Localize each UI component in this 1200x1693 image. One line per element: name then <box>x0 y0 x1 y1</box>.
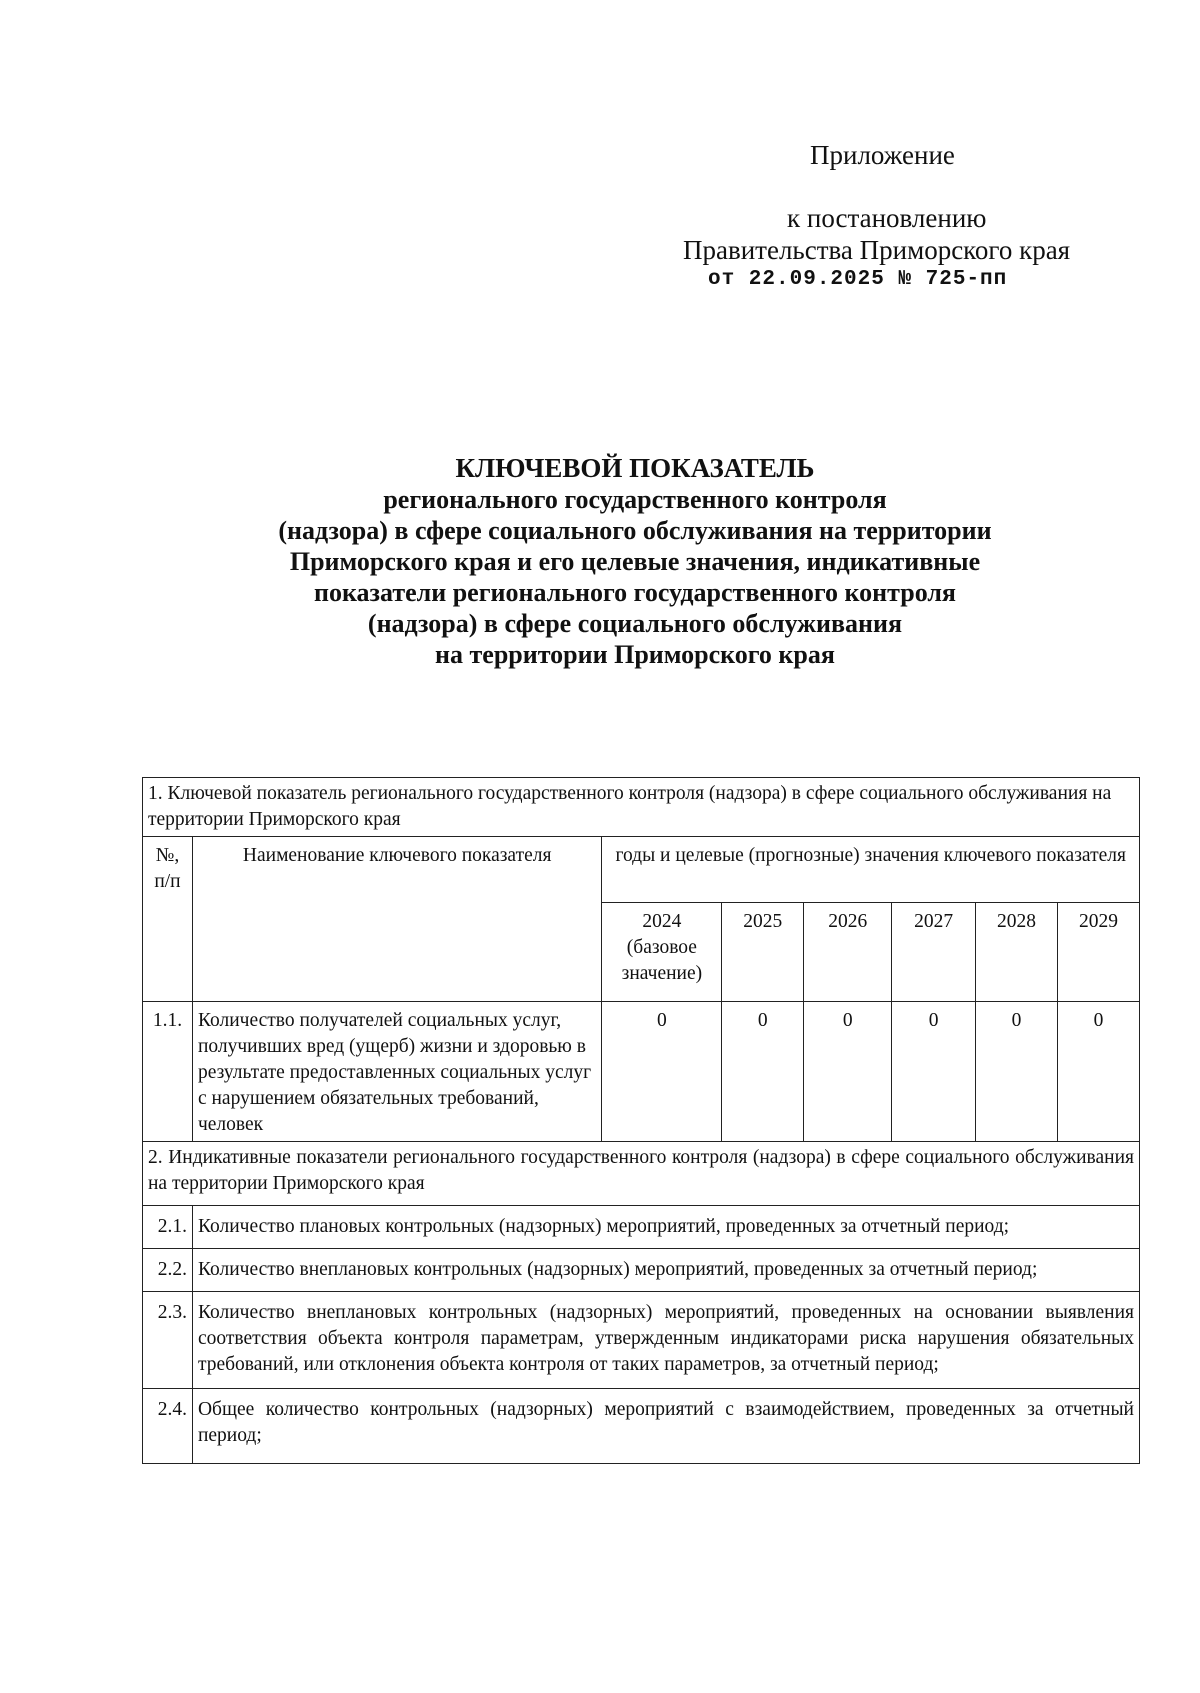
header-name: Наименование ключевого показателя <box>192 837 601 1002</box>
appendix-line1: к постановлению <box>787 203 987 233</box>
header-years-group: годы и целевые (прогнозные) значения ключевого показателя <box>602 837 1140 903</box>
header-year-2028: 2028 <box>976 903 1058 1002</box>
title-line-2: регионального государственного контроля <box>383 485 887 514</box>
indicator-num: 2.4. <box>143 1389 193 1464</box>
key-indicator-name: Количество получателей социальных услуг, получивших вред (ущерб) жизни и здоровью в результате предоставленных социальных услуг с нарушением обязательных требований, человек <box>192 1002 601 1142</box>
title-line-7: на территории Приморского края <box>435 640 835 669</box>
key-indicator-row <box>143 1002 1140 1142</box>
key-value-2026: 0 <box>804 1002 892 1142</box>
indicator-row <box>143 1292 1140 1389</box>
title-line-5: показатели регионального государственного контроля <box>313 578 956 607</box>
key-value-2029: 0 <box>1058 1002 1140 1142</box>
header-year-2024: 2024 (базовое значение) <box>602 903 722 1002</box>
indicator-num: 2.3. <box>143 1292 193 1389</box>
indicator-row <box>143 1389 1140 1464</box>
header-num: №, п/п <box>143 837 193 1002</box>
indicator-text: Общее количество контрольных (надзорных) мероприятий с взаимодействием, проведенных за отчетный период; <box>192 1389 1139 1464</box>
section2-title: 2. Индикативные показатели регионального государственного контроля (надзора) в сфере социального обслуживания на территории Приморского края <box>143 1142 1140 1206</box>
title-line-6: (надзора) в сфере социального обслуживания <box>367 609 903 638</box>
title-line-3: (надзора) в сфере социального обслуживания на территории <box>278 516 992 545</box>
header-year-2029: 2029 <box>1058 903 1140 1002</box>
key-value-2027: 0 <box>892 1002 976 1142</box>
header-year-2026: 2026 <box>804 903 892 1002</box>
appendix-title: Приложение <box>810 140 955 170</box>
indicator-row <box>143 1206 1140 1249</box>
header-year-2025: 2025 <box>722 903 804 1002</box>
section1-title: 1. Ключевой показатель регионального государственного контроля (надзора) в сфере социального обслуживания на территории Приморского края <box>143 778 1140 837</box>
header-row-1 <box>143 837 1140 903</box>
section1-row <box>143 778 1140 837</box>
appendix-date-number: от 22.09.2025 № 725-пп <box>708 268 1008 291</box>
appendix-line2: Правительства Приморского края <box>683 235 1071 265</box>
title-line-1: КЛЮЧЕВОЙ ПОКАЗАТЕЛЬ <box>455 453 815 483</box>
key-indicator-num: 1.1. <box>143 1002 193 1142</box>
indicator-num: 2.1. <box>143 1206 193 1249</box>
indicator-row <box>143 1249 1140 1292</box>
document-title <box>100 453 1170 670</box>
key-value-2028: 0 <box>976 1002 1058 1142</box>
indicator-text: Количество внеплановых контрольных (надзорных) мероприятий, проведенных на основании выявления соответствия объекта контроля параметрам, утвержденным индикаторами риска нарушения обязательных требований, или отклонения объекта контроля от таких параметров, за отчетный период; <box>192 1292 1139 1389</box>
indicator-num: 2.2. <box>143 1249 193 1292</box>
key-value-2024: 0 <box>602 1002 722 1142</box>
key-value-2025: 0 <box>722 1002 804 1142</box>
title-line-4: Приморского края и его целевые значения, индикативные <box>289 547 981 576</box>
indicator-text: Количество плановых контрольных (надзорных) мероприятий, проведенных за отчетный период; <box>192 1206 1139 1249</box>
indicator-text: Количество внеплановых контрольных (надзорных) мероприятий, проведенных за отчетный период; <box>192 1249 1139 1292</box>
indicators-table <box>142 777 1140 1464</box>
section2-row <box>143 1142 1140 1206</box>
header-year-2027: 2027 <box>892 903 976 1002</box>
